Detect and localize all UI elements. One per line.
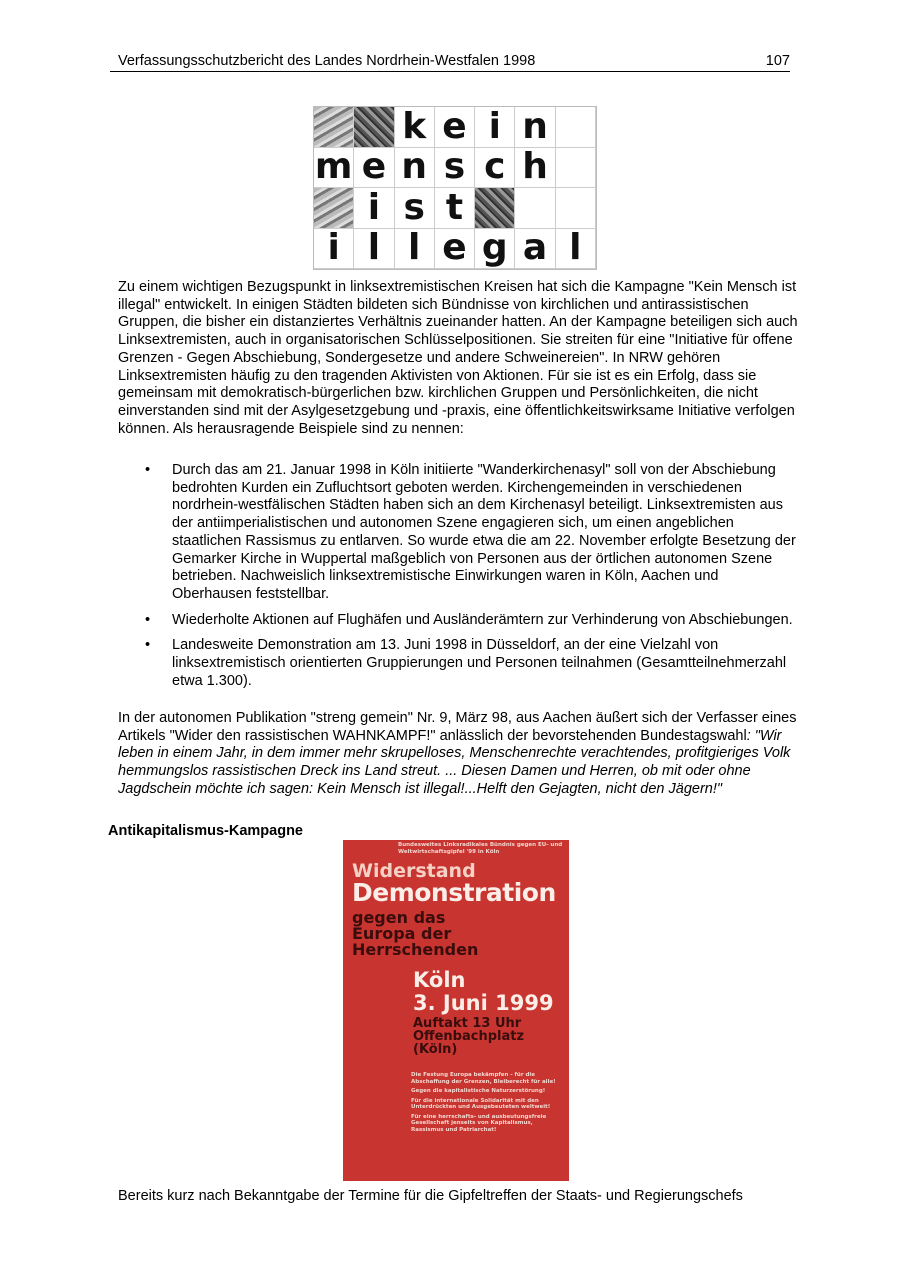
logo-letter-cell: l [395, 229, 435, 270]
examples-list [118, 462, 798, 698]
continuation-line: Bereits kurz nach Bekanntgabe der Termine für die Gipfeltreffen der Staats- und Regierungschefs [118, 1188, 743, 1204]
logo-photo-cell [314, 107, 354, 148]
logo-photo-cell [475, 188, 515, 229]
poster-top-text: Bundesweites Linksradikales Bündnis gegen EU- und Weltwirtschaftsgipfel '99 in Köln [398, 842, 563, 855]
logo-letter-cell [556, 188, 596, 229]
list-item: • Landesweite Demonstration am 13. Juni 1998 in Düsseldorf, an der eine Vielzahl von linksextremistisch orientierten Gruppierungen und Personen teilnahmen (Gesamtteilnehmerzahl etwa 1.300). [145, 637, 787, 689]
demonstration-poster [343, 840, 569, 1181]
poster-city: Köln [413, 968, 466, 992]
bullet-icon: • [145, 611, 151, 628]
bullet-icon: • [145, 462, 151, 478]
logo-letter-cell: n [515, 107, 555, 148]
quote-paragraph [118, 710, 798, 799]
intro-paragraph: Zu einem wichtigen Bezugspunkt in linksextremistischen Kreisen hat sich die Kampagne "Kein Mensch ist illegal" entwickelt. In einigen Städten bildeten sich Bündnisse von kirchlichen und antirassistischen Gruppen, die bisher ein distanziertes Verhältnis zueinander hatten. An der Kampagne beteiligen sich auch Linksextremisten, auch in organisatorischen Schlüsselpositionen. Sie streiten für eine "Initiative für offene Grenzen - Gegen Abschiebung, Sondergesetze und andere Schweinereien". In NRW gehören Linksextremisten häufig zu den tragenden Aktivisten von Aktionen. Für sie ist es ein Erfolg, dass sie gemeinsam mit demokratisch-bürgerlichen bzw. kirchlichen Gruppen und Persönlichkeiten, die nicht einverstanden sind mit der Asylgesetzgebung und -praxis, eine öffentlichkeitswirksame Initiative verfolgen können. Als herausragende Beispiele sind zu nennen: [118, 279, 798, 437]
bullet-icon: • [145, 637, 151, 654]
logo-letter-cell: n [395, 148, 435, 189]
logo-letter-cell: s [435, 148, 475, 189]
poster-subtitle: gegen das Europa der Herrschenden [352, 908, 479, 959]
logo-letter-cell [556, 107, 596, 148]
logo-letter-cell: k [395, 107, 435, 148]
logo-letter-cell: t [435, 188, 475, 229]
logo-letter-cell: c [475, 148, 515, 189]
logo-letter-cell: e [354, 148, 394, 189]
logo-letter-cell: g [475, 229, 515, 270]
logo-letter-cell [515, 188, 555, 229]
page-header [110, 50, 790, 72]
poster-slogans: Die Festung Europa bekämpfen - für die Abschaffung der Grenzen, Bleiberecht für alle! Gegen die kapitalistische Naturzerstörung! Für die internationale Solidarität mit den Unterdrückten und Ausgebeuteten weltweit! Für eine herrschafts- und ausbeutungsfreie Gesellschaft jenseits von Kapitalismus, Rassismus und Patriarchat! [411, 1072, 556, 1133]
logo-letter-cell: e [435, 229, 475, 270]
poster-time-place: Auftakt 13 Uhr Offenbachplatz (Köln) [413, 1016, 525, 1057]
logo-letter-cell: i [354, 188, 394, 229]
poster-date: 3. Juni 1999 [413, 991, 554, 1015]
poster-demonstration: Demonstration [352, 878, 556, 907]
logo-letter-cell: i [475, 107, 515, 148]
logo-letter-cell [556, 148, 596, 189]
page-number: 107 [765, 53, 790, 69]
running-title: Verfassungsschutzbericht des Landes Nordrhein-Westfalen 1998 [118, 53, 536, 69]
logo-letter-cell: i [314, 229, 354, 270]
list-item: • Wiederholte Aktionen auf Flughäfen und Ausländerämtern zur Verhinderung von Abschiebungen. [145, 611, 793, 628]
logo-photo-cell [354, 107, 394, 148]
logo-letter-cell: l [556, 229, 596, 270]
logo-photo-cell [314, 188, 354, 229]
section-heading: Antikapitalismus-Kampagne [108, 823, 303, 839]
logo-letter-cell: m [314, 147, 353, 188]
quote-text: : "Wir leben in einem Jahr, in dem immer mehr skrupelloses, Menschenrechte verachtendes, profitgieriges Volk hemmungslos rassistischen Dreck ins Land streut. ... Diesen Damen und Herren, ob mit oder ohne Jagdschein möchte ich sagen: Kein Mensch ist illegal!...Helft den Gejagten, nicht den Jägern!" [118, 727, 791, 797]
quote-lead: In der autonomen Publikation "streng gemein" Nr. 9, März 98, aus Aachen äußert sich der Verfasser eines Artikels "Wider den rassistischen WAHNKAMPF!" anlässlich der bevorstehenden Bundestagswahl [118, 710, 797, 744]
kein-mensch-ist-illegal-logo [313, 106, 597, 270]
poster-widerstand: Widerstand [352, 860, 476, 882]
logo-letter-cell: h [515, 148, 555, 189]
logo-letter-cell: l [354, 229, 394, 270]
logo-letter-cell: e [435, 107, 475, 148]
logo-letter-cell: s [395, 188, 435, 229]
list-item: • Durch das am 21. Januar 1998 in Köln initiierte "Wanderkirchenasyl" soll von der Abschiebung bedrohten Kurden ein Zufluchtsort geboten werden. Kirchengemeinden in verschiedenen nordrhein-westfälischen Städten haben sich an dem Kirchenasyl beteiligt. Linksextremisten aus der antiimperialistischen und autonomen Szene engagieren sich, um einen angeblichen staatlichen Rassismus zu entlarven. So wurde etwa die am 22. November erfolgte Besetzung der Gemarker Kirche in Wuppertal maßgeblich von Personen aus der örtlichen autonomen Szene betrieben. Nachweislich linksextremistische Einwirkungen waren in Köln, Aachen und Oberhausen feststellbar. [145, 462, 796, 602]
logo-letter-cell: a [515, 229, 555, 270]
